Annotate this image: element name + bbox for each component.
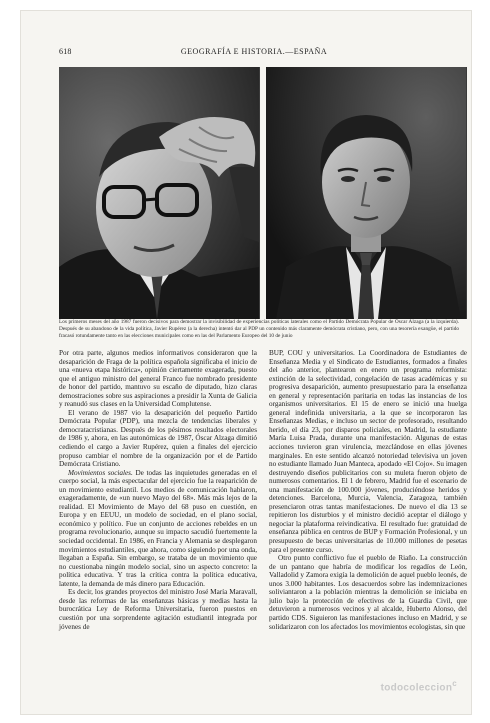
watermark-text: todocoleccion bbox=[380, 682, 453, 694]
watermark-suffix: c bbox=[452, 679, 457, 688]
scanned-page bbox=[20, 10, 472, 715]
paragraph-text: De todas las inquietudes generadas en el cuerpo social, la más espectacular del ejercicio fue la reaparición de un movimiento estudiantil. Los medios de comunicación hablaron, exageradamente, de «un nuevo Mayo del 68». Más más lejos de la realidad. El Movimiento de Mayo del 68 puso en cuestión, en Europa y en EEUU, un modelo de sociedad, en el plano social, económico y político. Fue un conjunto de acciones rebeldes en un programa revolucionario, aunque su impacto sacudió fuertemente la sociedad occidental. En 1986, en Francia y Alemania se desplegaron movimientos estudiantiles, que ahora, como siguiendo por una onda, llegaban a España. Sin embargo, se trataba de un movimiento que no cuestionaba ningún modelo social, sino un aspecto concreto: la política educativa. Y tras la crítica contra la política educativa, latente, la demanda de más dinero para Educación. bbox=[59, 468, 257, 588]
photo-strip bbox=[59, 67, 467, 319]
text-column-left bbox=[59, 349, 257, 631]
portrait-man-glasses-icon bbox=[59, 67, 259, 319]
running-header bbox=[59, 47, 449, 61]
section-lead: Movimientos sociales. bbox=[68, 468, 133, 477]
paragraph bbox=[59, 469, 257, 589]
paragraph: El verano de 1987 vio la desaparición del pequeño Partido Demócrata Popular (PDP), una mezcla de tendencias liberales y democratacristianas. Después de los pésimos resultados electorales de 1986 y, ahora, en las autonómicas de 1987, Óscar Alzaga dimitió cediendo el cargo a Javier Rupérez, quien a finales del ejercicio propuso cambiar el nombre de la organización por el de Partido Demócrata Cristiano. bbox=[59, 408, 257, 469]
paragraph: Es decir, los grandes proyectos del ministro José María Maravall, desde las reformas de las enseñanzas básicas y medias hasta la burocrática Ley de Reforma Universitaria, fueron puestos en cuestión por una sorprendente agitación estudiantil integrada por jóvenes de bbox=[59, 588, 257, 631]
paragraph: Otro punto conflictivo fue el pueblo de Riaño. La construcción de un pantano que habría de modificar los regadíos de León, Valladolid y Zamora exigía la demolición de aquel pueblo leonés, de unos 3.000 habitantes. Los desacuerdos sobre las indemnizaciones soliviantaron a la población mientras la demolición se iniciaba en julio bajo la protección de efectivos de la Guardia Civil, que detuvieron a numerosos vecinos y al alcalde, Huberto Alonso, del partido CDS. Siguieron las manifestaciones incluso en Madrid, y se solidarizaron con los afectados los movimientos ecologistas, sin que bbox=[269, 554, 467, 631]
paragraph: BUP, COU y universitarios. La Coordinadora de Estudiantes de Enseñanza Media y el Sindicato de Estudiantes, formados a finales del año anterior, plantearon en enero un programa reformista: extinción de la selectividad, congelación de tasas académicas y su progresiva desaparición, aumento presupuestario para la enseñanza en general y representación paritaria en todas las instancias de los organismos universitarios. El 15 de enero se inició una huelga general indefinida universitaria, a la que se incorporaron las Enseñanzas Medias, e incluso un sector de profesorado, resultando herido, el día 23, por disparos policiales, en Madrid, la estudiante María Luisa Prada, durante una manifestación. Algunas de estas acciones tuvieron gran virulencia, mezclándose en ellas jóvenes marginales. En este sentido alcanzó notoriedad televisiva un joven no estudiante llamado Juan Manteca, apodado «El Cojo». Su imagen destruyendo diseños publicitarios con su muleta fueron objeto de numerosos comentarios. El 1 de febrero, Madrid fue el escenario de una manifestación de 100.000 jóvenes, produciéndose heridos y detenciones. Barcelona, Murcia, Valencia, Zaragoza, también presenciaron otras tantas manifestaciones. De nuevo el día 13 se repitieron los disturbios y el ministro decidió aceptar el diálogo y negociar la plataforma reivindicativa. El resultado fue: gratuidad de enseñanza pública en centros de BUP y Formación Profesional, y un presupuesto de becas universitarias de 10.000 millones de pesetas para el presente curso. bbox=[269, 349, 467, 554]
paragraph: Por otra parte, algunos medios informativos consideraron que la desaparición de Fraga de la política española significaba el inicio de una «nueva etapa histórica», opinión ciertamente exagerada, puesto que el antiguo ministro del general Franco fue nombrado presidente de honor del partido, mantuvo su escaño de diputado, hizo claras demostraciones sobre sus aspiraciones a presidir la Xunta de Galicia y reanudó sus clases en la Universidad Complutense. bbox=[59, 349, 257, 409]
running-title: GEOGRAFÍA E HISTORIA.—ESPAÑA bbox=[180, 47, 328, 56]
page-number: 618 bbox=[59, 47, 72, 56]
text-column-right bbox=[269, 349, 467, 631]
photo-caption: Los primeros meses del año 1987 fueron decisivos para demostrar la invisibilidad de experiencias políticas laterales como el Partido Demócrata Popular de Óscar Alzaga (a la izquierda). Después de su abandono de la vida política, Javier Rupérez (a la derecha) intentó dar al PDP un contenido más claramente demócrata cristiano, pero, con una tesorería exangüe, el partido fracasó rotundamente tanto en las elecciones municipales como en las del Parlamento Europeo del 10 de junio bbox=[59, 319, 459, 339]
photo-right bbox=[266, 67, 467, 319]
watermark-logo bbox=[381, 679, 457, 693]
portrait-man-tie-icon bbox=[266, 67, 466, 319]
photo-left bbox=[59, 67, 260, 319]
